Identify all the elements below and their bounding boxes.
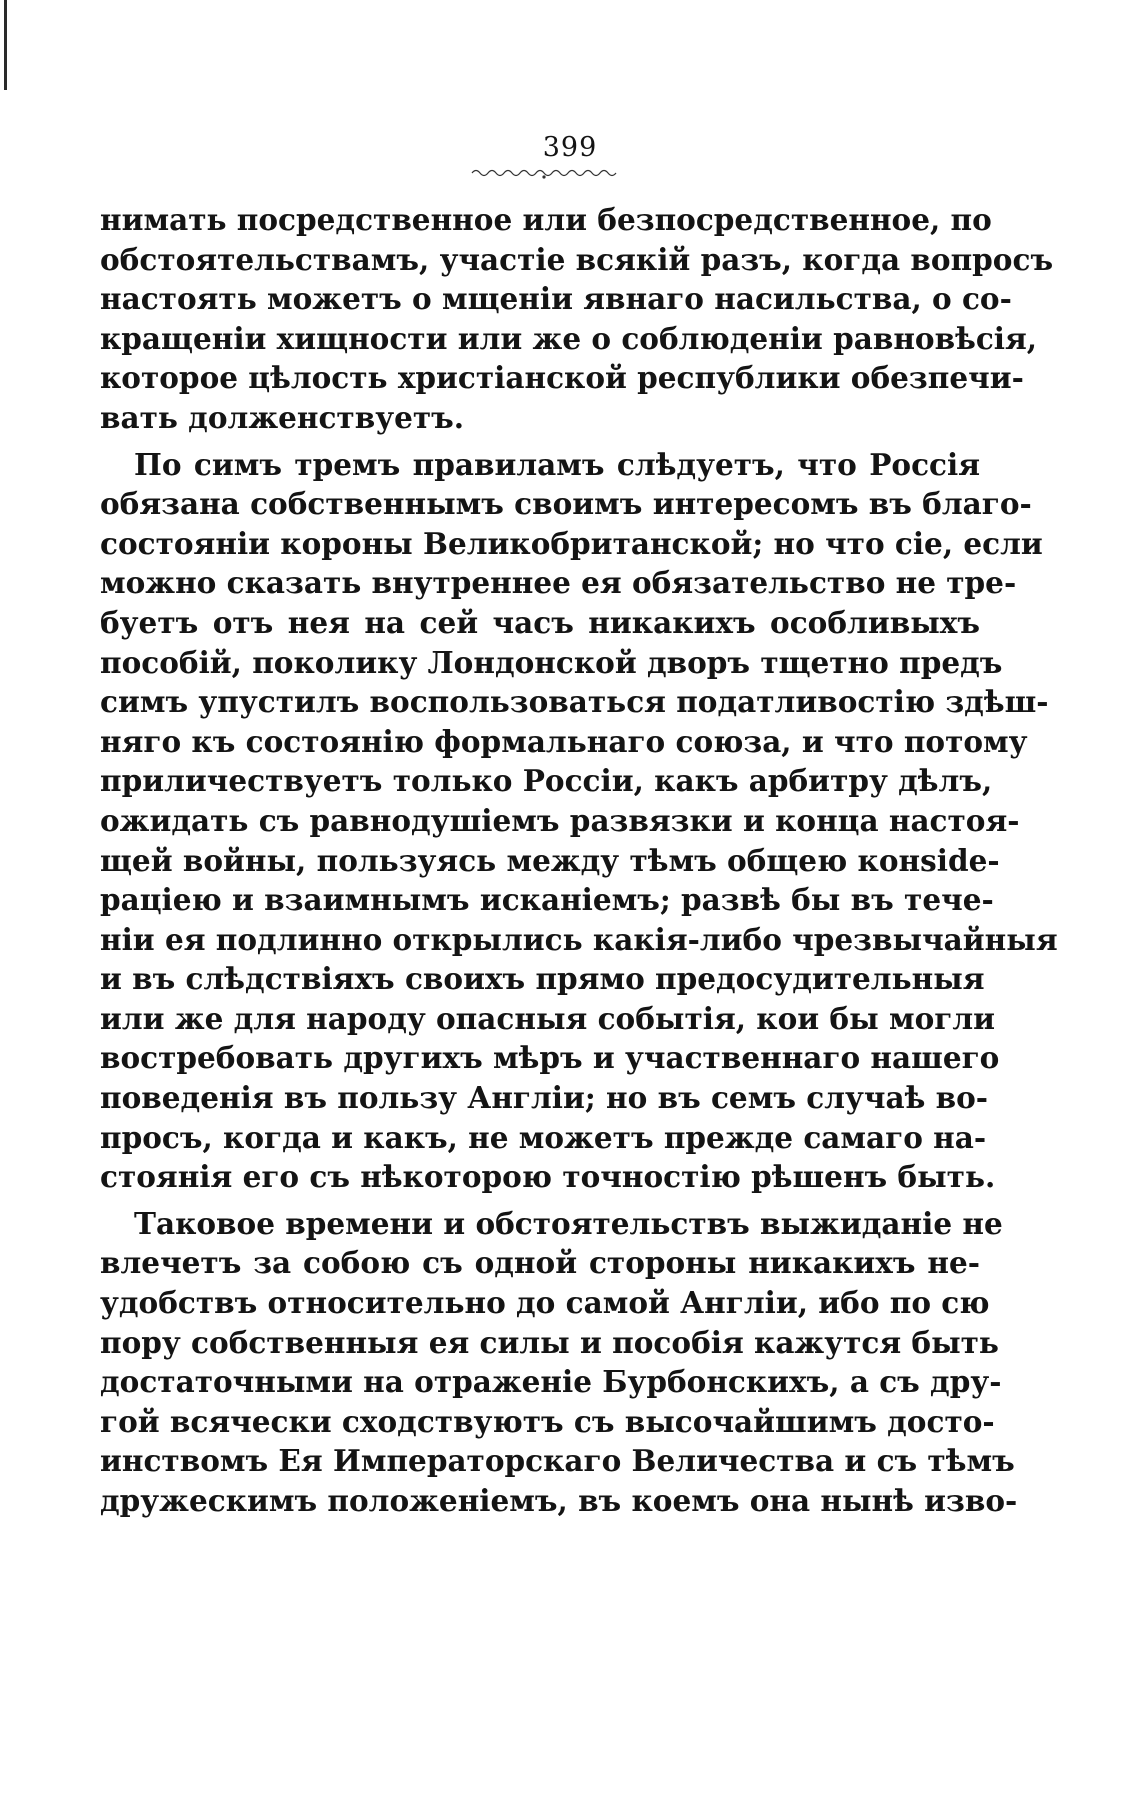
text-line: которое цѣлость христіанской республики обезпечи- [100, 360, 1024, 396]
text-line: достаточными на отраженіе Бурбонскихъ, а съ дру- [100, 1364, 1002, 1400]
text-line: и въ слѣдствіяхъ своихъ прямо предосудительныя [100, 961, 985, 997]
paragraph [100, 200, 1054, 438]
page-number: 399 [542, 132, 598, 163]
body-text [100, 200, 1058, 1521]
text-line: состояніи короны Великобританской; но что сіе, если [100, 525, 1043, 561]
text-line: кращеніи хищности или же о соблюденіи равновѣсія, [100, 320, 1038, 356]
text-line: По симъ тремъ правиламъ слѣдуетъ, что Россія [134, 446, 980, 482]
text-line: дружескимъ положеніемъ, въ коемъ она нынѣ изво- [100, 1483, 1018, 1518]
text-line: ніи ея подлинно открылись какія-либо чрезвычайныя [100, 921, 1058, 957]
text-line: или же для народу опасныя событія, кои бы могли [100, 1000, 995, 1036]
text-line: удобствъ относительно до самой Англіи, ибо по сю [100, 1285, 990, 1321]
text-line: буетъ отъ нея на сей часъ никакихъ особливыхъ [100, 604, 980, 640]
text-line: поведенія въ пользу Англіи; но въ семъ случаѣ во- [100, 1080, 989, 1116]
text-line: раціею и взаимнымъ исканіемъ; развѣ бы въ тече- [100, 882, 994, 918]
paragraph [100, 1204, 1018, 1521]
text-line: настоять можетъ о мщеніи явнаго насильства, о со- [100, 281, 1012, 317]
text-line: просъ, когда и какъ, не можетъ прежде самаго на- [100, 1119, 987, 1155]
text-line: пору собственныя ея силы и пособія кажутся быть [100, 1324, 999, 1360]
text-line: приличествуетъ только Россіи, какъ арбитру дѣлъ, [100, 763, 993, 799]
page-edge-rule [4, 0, 7, 90]
paragraph-gap [100, 438, 980, 445]
text-line: няго къ состоянію формальнаго союза, и что потому [100, 723, 1028, 759]
text-line: вать долженствуетъ. [100, 399, 465, 435]
text-line: Таковое времени и обстоятельствъ выжиданіе не [134, 1205, 1003, 1241]
text-line: пособій, поколику Лондонской дворъ тщетно предъ [100, 644, 1003, 680]
text-line: стоянія его съ нѣкоторою точностію рѣшенъ быть. [100, 1159, 996, 1195]
paragraph-gap [100, 1197, 980, 1204]
text-line: обязана собственнымъ своимъ интересомъ въ благо- [100, 486, 1032, 522]
text-line: гой всячески сходствуютъ съ высочайшимъ досто- [100, 1403, 995, 1439]
text-line: симъ упустилъ воспользоваться податливостію здѣш- [100, 684, 1049, 720]
text-line: востребовать другихъ мѣръ и учаственнаго нашего [100, 1040, 1000, 1076]
text-line: инствомъ Ея Императорскаго Величества и съ тѣмъ [100, 1443, 1015, 1479]
paragraph [100, 445, 1058, 1197]
text-line: обстоятельствамъ, участіе всякій разъ, когда вопросъ [100, 241, 1054, 277]
header-ornament [470, 166, 618, 180]
text-line: нимать посредственное или безпосредственное, по [100, 202, 992, 237]
text-line: щей войны, пользуясь между тѣмъ общею конside- [100, 842, 1000, 878]
text-line: влечетъ за собою съ одной стороны никакихъ не- [100, 1245, 980, 1281]
text-line: можно сказать внутреннее ея обязательство не тре- [100, 565, 1017, 601]
text-line: ожидать съ равнодушіемъ развязки и конца настоя- [100, 802, 1020, 838]
